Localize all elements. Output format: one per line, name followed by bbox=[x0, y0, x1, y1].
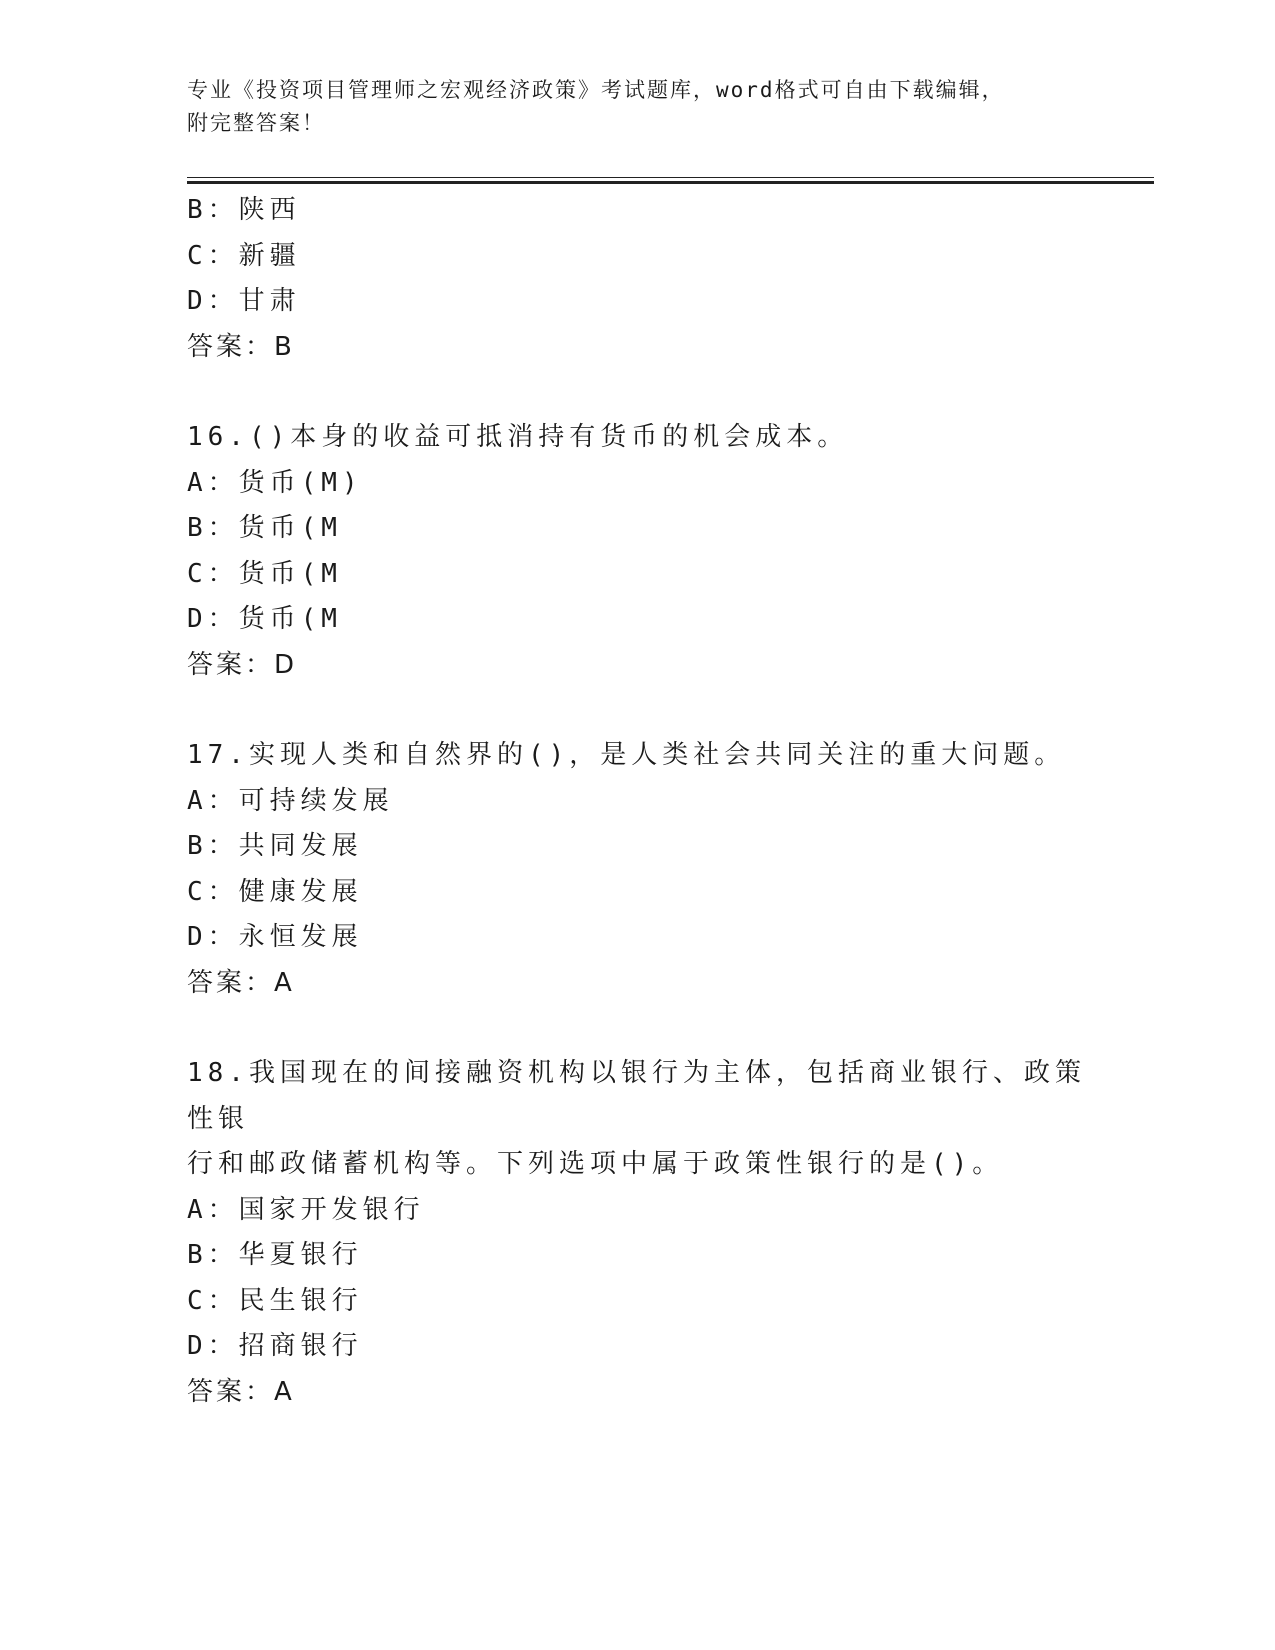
question-spacer bbox=[187, 370, 1087, 415]
header-line-2: 附完整答案！ bbox=[187, 111, 325, 135]
question-list bbox=[187, 188, 1087, 1415]
option-d: D：货币(M bbox=[187, 604, 342, 634]
option-a: A：货币(M) bbox=[187, 467, 363, 498]
option-b: B：共同发展 bbox=[187, 831, 363, 861]
answer-line: 答案：A bbox=[187, 1376, 295, 1407]
option-b: B：陕西 bbox=[187, 195, 301, 225]
option-d: D：永恒发展 bbox=[187, 922, 363, 952]
question-18 bbox=[187, 1051, 1087, 1415]
question-stem-line-1: 18.我国现在的间接融资机构以银行为主体，包括商业银行、政策性银 bbox=[187, 1058, 1086, 1134]
option-c: C：民生银行 bbox=[187, 1285, 363, 1316]
header-divider-thick bbox=[187, 181, 1154, 184]
option-a: A：国家开发银行 bbox=[187, 1194, 425, 1225]
option-c: C：新疆 bbox=[187, 240, 301, 271]
option-c: C：健康发展 bbox=[187, 876, 363, 907]
option-a: A：可持续发展 bbox=[187, 785, 394, 816]
question-17 bbox=[187, 733, 1087, 1006]
document-header bbox=[187, 74, 1067, 140]
option-b: B：货币(M bbox=[187, 513, 342, 543]
question-spacer bbox=[187, 1006, 1087, 1051]
question-stem: 17.实现人类和自然界的()，是人类社会共同关注的重大问题。 bbox=[187, 740, 1066, 770]
question-spacer bbox=[187, 688, 1087, 733]
question-stem-line-2: 行和邮政储蓄机构等。下列选项中属于政策性银行的是()。 bbox=[187, 1149, 1004, 1179]
answer-line: 答案：D bbox=[187, 649, 298, 680]
header-divider-thin bbox=[187, 177, 1154, 178]
header-line-1: 专业《投资项目管理师之宏观经济政策》考试题库，word格式可自由下载编辑， bbox=[187, 78, 1005, 102]
option-b: B：华夏银行 bbox=[187, 1240, 363, 1270]
question-16 bbox=[187, 415, 1087, 688]
question-stem: 16.()本身的收益可抵消持有货币的机会成本。 bbox=[187, 422, 849, 452]
answer-line: 答案：A bbox=[187, 967, 295, 998]
option-d: D：招商银行 bbox=[187, 1331, 363, 1361]
answer-line: 答案：B bbox=[187, 331, 295, 362]
option-d: D：甘肃 bbox=[187, 286, 301, 316]
option-c: C：货币(M bbox=[187, 558, 342, 589]
question-15-continued bbox=[187, 188, 1087, 370]
